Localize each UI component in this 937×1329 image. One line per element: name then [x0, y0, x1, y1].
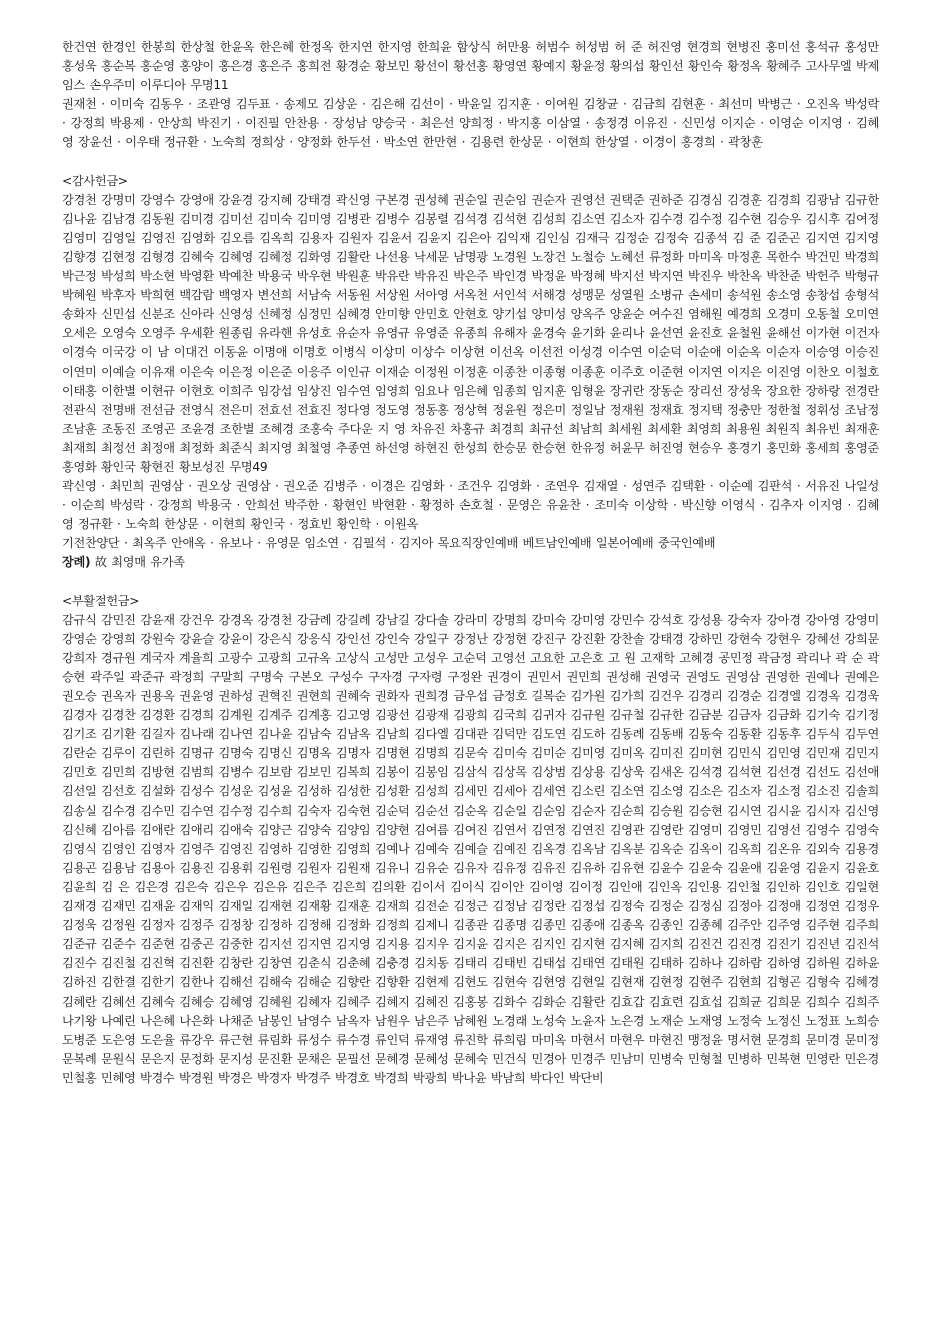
thanks-offering-group-list: 기전찬양단 · 최옥주 안애옥 · 유보나 · 유영문 임소연 · 김필석 · 김지아 목요직장인예배 베트남인예배 일본어예배 중국인예배	[62, 536, 716, 551]
continued-name-list: 한건연 한경인 한봉희 한상철 한윤옥 한은혜 한정옥 한지연 한지영 한희윤 함상식 허만용 허범수 허성범 허 준 허진영 현경희 현병진 홍미선 홍석규 홍성만 홍성욱 홍순복 홍순영 홍양이 홍은경 홍은주 홍희전 황경순 황보민 황선이 황선홍 황영연 황예지 황윤정 황의섭 황인선 황인숙 황정옥 황혜주 고사무엘 박제임스 손우주미 이루디아 무명11	[62, 40, 879, 93]
thanks-offering-section	[62, 172, 879, 573]
thanks-offering-name-list: 강경천 강명미 강영수 강영애 강윤경 강지혜 강태경 곽신영 구본경 권성혜 권순일 권순임 권순자 권영선 권택준 권하준 김경심 김경훈 김경희 김광남 김규한 김나윤 김남경 김동원 김미경 김미선 김미숙 김미영 김병관 김병수 김봉렬 김석경 김석현 김성희 김소연 김소자 김수경 김수정 김수현 김승우 김시후 김여정 김영미 김영일 김영진 김영화 김오름 김옥희 김용자 김원자 김윤서 김윤지 김은아 김익재 김인심 김재극 김정순 김정숙 김종석 김 준 김준곤 김지연 김지영 김향경 김현정 김형경 김혜숙 김혜영 김혜정 김화영 김활란 나선용 낙세문 남명광 노경원 노장건 노철승 노혜선 류정화 마미옥 마정훈 목한수 박건민 박경희 박근정 박성희 박소현 박영환 박예찬 박용국 박우현 박원훈 박유란 박유진 박은주 박인경 박정윤 박정혜 박지선 박지연 박진우 박찬옥 박찬준 박헌주 박형규 박혜원 박후자 박희현 백감람 백영자 변선희 서남숙 서동원 서상원 서아영 서옥천 서인석 서해경 성맹문 성열원 소병규 손세미 송석원 송소영 송창섭 송형석 송화자 신민섭 신분조 신아라 신영성 신혜정 심정민 심혜경 안미향 안민호 안현호 양기섭 양미성 양옥주 양윤순 여수진 염해원 예경희 오경미 오동철 오미연 오세은 오영숙 오영주 우세환 원종림 유라핸 유성호 유순자 유영규 유영준 유종희 유해자 윤경숙 윤기화 윤리나 윤선연 윤진호 윤철원 윤해선 이가현 이건자 이경숙 이국강 이 남 이대건 이동윤 이명애 이명호 이병식 이상미 이상수 이상현 이선옥 이선전 이성경 이수연 이순덕 이순애 이순옥 이순자 이승영 이승진 이연미 이예슬 이유재 이은숙 이은정 이은준 이응주 이인규 이재순 이정원 이정훈 이종찬 이종형 이종훈 이주호 이준현 이지연 이지은 이진영 이찬오 이철호 이태홍 이한별 이현규 이현호 이희주 임강섭 임상진 임수연 임영희 임요나 임은혜 임종희 임지훈 임형윤 장귀란 장동순 장리선 장성욱 장요한 장하랑 전경란 전관식 전명배 전선금 전영식 전은미 전효선 전효진 정다영 정도영 정동홍 정상혁 정윤원 정은미 정일남 정재원 정재효 정지택 정충만 정한철 정휘성 조남정 조남훈 조동진 조영곤 조윤경 조한별 조혜경 조홍숙 주다운 지 영 차유진 차홍규 최경희 최규선 최남희 최세원 최세환 최영희 최용원 최원직 최유빈 최재훈 최재희 최정선 최정애 최정화 최준식 최지영 최철영 추종연 하선영 하현진 한성희 한승문 한승현 한유정 허윤무 허진영 현승우 홍경기 홍민화 홍세희 홍영준 홍영화 황인국 황현진 황보성진 무명49	[62, 192, 879, 474]
easter-offering-heading: <부활절헌금>	[62, 593, 140, 608]
continued-couple-list: 권재천 · 이미숙 김동우 · 조관영 김두표 · 송제모 김상운 · 김은해 김선이 · 박윤일 김지훈 · 이여원 김창균 · 김금희 김현훈 · 최선미 박병근 · 오진옥 박성락 · 강정희 박용제 · 안상희 박진기 · 이진필 안찬용 · 장성남 양승국 · 최은선 양희정 · 박지홍 이삼열 · 송정경 이유진 · 신민성 이지순 · 이영순 이지영 · 김혜영 장윤선 · 이우태 정규환 · 노숙희 정희상 · 양정화 한두선 · 박소연 한만현 · 김용련 한상문 · 이현희 한상열 · 이경이 홍경희 · 곽창훈	[62, 97, 879, 150]
easter-offering-section	[62, 592, 879, 1088]
thanks-offering-heading: <감사헌금>	[62, 173, 128, 188]
easter-offering-name-list: 감규식 감민진 감윤재 강건우 강경옥 강경천 강금례 강길례 강남길 강다솔 강라미 강명희 강미숙 강미영 강민수 강석호 강성용 강숙자 강아경 강아영 강영미 강영순 강영희 강원숙 강윤슬 강윤이 강은식 강응식 강인선 강인숙 강일구 강정난 강정현 강진구 강진환 강찬솔 강태경 강하민 강현숙 강현우 강혜선 강희문 강희자 경규원 계국자 계율희 고광수 고광희 고규옥 고상식 고성만 고성우 고순덕 고영선 고요한 고은호 고 원 고재학 고혜경 공민정 곽금정 곽리나 곽 순 곽승현 곽주일 곽준규 곽정희 구말희 구명숙 구본오 구성수 구자경 구자령 구정완 권경이 권민서 권민희 권성해 권영국 권영도 권영삼 권영한 권예나 권예은 권오승 권옥자 권용옥 권윤영 권하성 권혁진 권현희 권혜숙 권화자 권희경 금우섭 금정호 길복순 김가원 김가희 김건우 김경리 김경순 김경엘 김경옥 김경욱 김경자 김경찬 김경환 김경희 김계원 김계주 김계홍 김고영 김광선 김광재 김광희 김국희 김귀자 김규원 김규철 김규한 김금분 김금자 김금화 김기숙 김기정 김기조 김기환 김길자 김나래 김나연 김나윤 김남숙 김남옥 김남희 김다엘 김대관 김덕만 김도연 김도하 김동례 김동배 김동숙 김동환 김동후 김두식 김두연 김란순 김루이 김린하 김명규 김명숙 김명신 김명옥 김명자 김명현 김명희 김문숙 김미숙 김미순 김미영 김미옥 김미진 김미현 김민식 김민영 김민재 김민지 김민호 김민희 김방현 김범희 김병수 김보람 김보민 김복희 김봉이 김봉임 김삼식 김상목 김상범 김상용 김상욱 김새온 김석경 김석현 김선경 김선도 김선애 김선일 김선호 김설화 김성수 김성운 김성윤 김성하 김성한 김성환 김성희 김세민 김세아 김세연 김소린 김소연 김소영 김소은 김소자 김소정 김소진 김솔희 김송실 김수경 김수민 김수연 김수정 김수희 김숙자 김숙현 김순덕 김순선 김순옥 김순일 김순임 김순자 김순희 김승원 김승현 김시연 김시윤 김시자 김신영 김신혜 김아름 김애란 김애리 김애숙 김양근 김양숙 김양임 김양현 김여름 김여진 김연서 김연정 김연진 김영관 김영란 김영미 김영민 김영선 김영수 김영숙 김영식 김영인 김영자 김영주 김영진 김영하 김영한 김영희 김예나 김예숙 김예슬 김예진 김옥경 김옥남 김옥분 김옥순 김옥이 김옥희 김온유 김외숙 김용경 김용곤 김용남 김용아 김용진 김용휘 김원령 김원자 김원재 김유니 김유순 김유자 김유정 김유진 김유하 김유현 김윤수 김윤숙 김윤애 김윤영 김윤지 김윤호 김윤희 김 은 김은경 김은숙 김은우 김은유 김은주 김은희 김의환 김이서 김이식 김이안 김이영 김이정 김인애 김인옥 김인용 김인철 김인하 김인호 김일현 김재경 김재민 김재윤 김재익 김재일 김재현 김재황 김재훈 김재희 김전순 김정근 김정남 김정란 김정섭 김정숙 김정순 김정심 김정아 김정애 김정연 김정우 김정욱 김정원 김정자 김정주 김정창 김정하 김정해 김정화 김정희 김제니 김종관 김종명 김종민 김종애 김종옥 김종인 김종혜 김주안 김주영 김주현 김주희 김준규 김준수 김준현 김중곤 김중한 김지선 김지연 김지영 김지용 김지우 김지윤 김지은 김지인 김지현 김지혜 김지희 김진건 김진경 김진기 김진년 김진석 김진수 김진철 김진혁 김진환 김창란 김창연 김춘식 김춘혜 김충경 김치동 김태리 김태빈 김태섭 김태연 김태원 김태하 김하나 김하람 김하영 김하원 김하윤 김하진 김한결 김한기 김한나 김해선 김해숙 김해순 김향란 김향환 김현제 김현도 김현숙 김현영 김현일 김현재 김현정 김현주 김현희 김형곤 김형숙 김혜경 김혜란 김혜선 김혜숙 김혜승 김혜영 김혜원 김혜자 김혜주 김혜지 김혜진 김홍봉 김화수 김화순 김활란 김효갑 김효련 김효섭 김희균 김희문 김희수 김희주 나기왕 나예린 나은혜 나은화 나채준 남봉인 남영수 남옥자 남원우 남은주 남혜원 노경래 노성숙 노윤자 노은경 노재순 노재영 노정숙 노정신 노정표 노희승 도병준 도은영 도은율 류강우 류근현 류림화 류성수 류수경 류인덕 류재영 류진학 류희림 마미옥 마현서 마현우 마현진 맹정윤 명서현 문경희 문미경 문미정 문복례 문원식 문은지 문정화 문지성 문진환 문채은 문필선 문혜경 문혜성 문혜숙 민건식 민경아 민경주 민남미 민병숙 민형철 민병하 민복현 민영란 민은경 민철홍 민혜영 박경수 박경원 박경은 박경자 박경주 박경호 박경희 박광희 박나윤 박남희 박다인 박단비	[62, 612, 879, 1085]
funeral-label: 장례)	[62, 555, 91, 570]
thanks-offering-couple-list: 곽신영 · 최민희 권영삼 · 권오상 권영삼 · 권오준 김병주 · 이경은 김영화 · 조건우 김영화 · 조연우 김재열 · 성연주 김택환 · 이순예 김판석 · 서유진 나일성 · 이순희 박성락 · 강정희 박용국 · 안희선 박주한 · 황현인 박현환 · 황정하 손호철 · 문영은 유윤찬 · 조미숙 이상학 · 박신향 이영식 · 김추자 이지영 · 김혜영 정규환 · 노숙희 한상문 · 이현희 황인국 · 정효빈 황인학 · 이원옥	[62, 479, 879, 532]
funeral-line	[62, 553, 879, 572]
funeral-text: 故 최영매 유가족	[94, 555, 185, 570]
